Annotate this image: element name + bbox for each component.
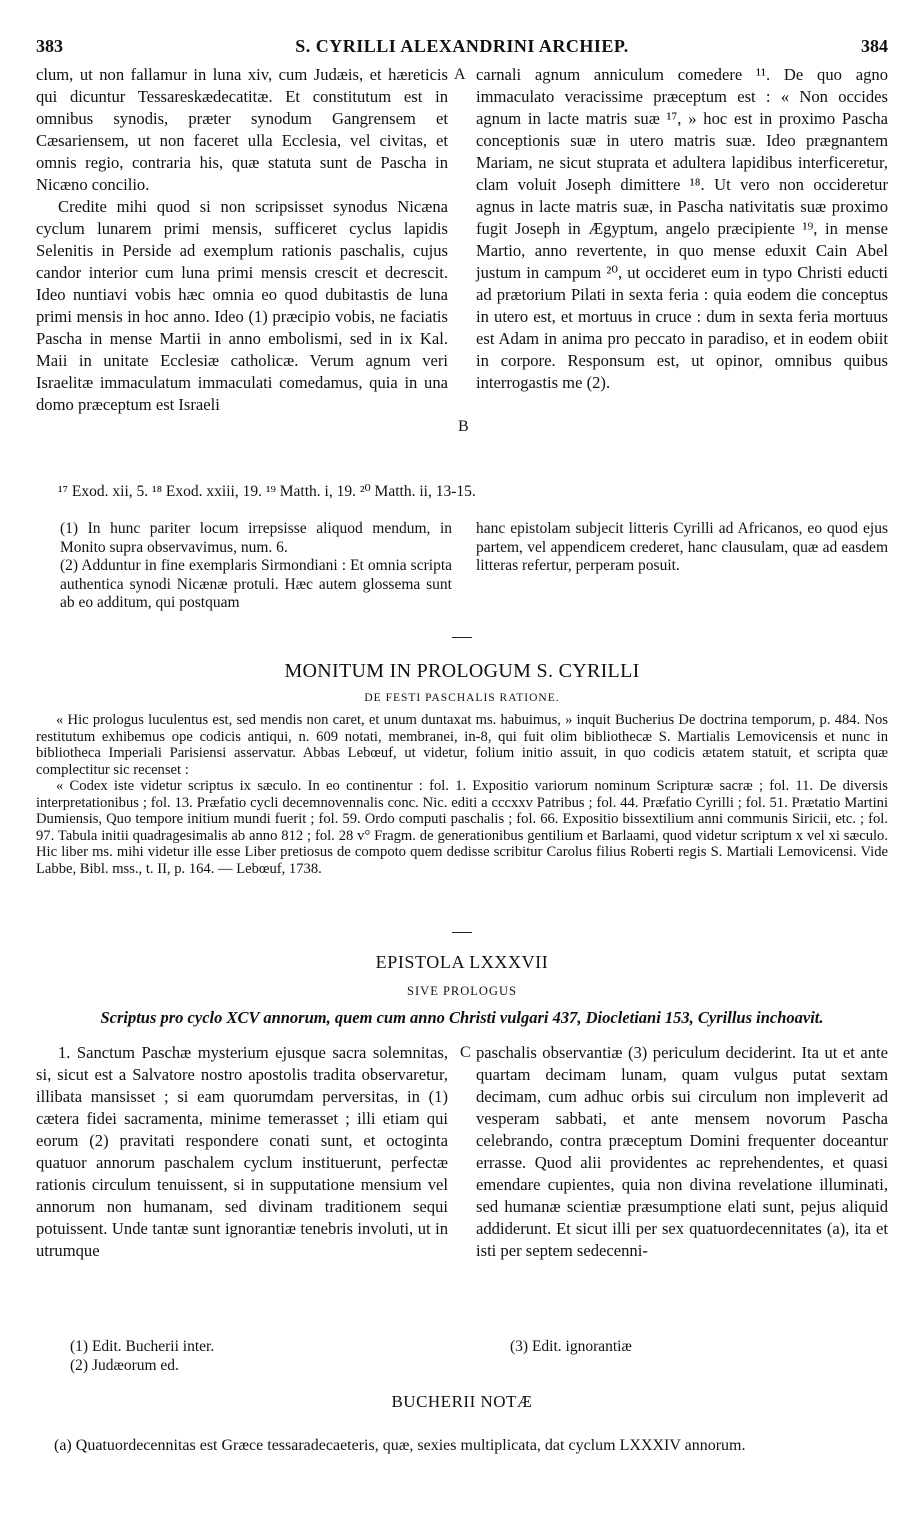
paragraph: 1. Sanctum Paschæ mysterium ejusque sacra solemnitas, si, sicut est a Salvatore nostro apostolis tradita observaretur, illibata mansisset ; si eam quorumdam perversitas, in (1) cætera fidei sacramenta, minime temerasset ; illi etiam qui eorum (2) pravitati respondere conati sunt, et octoginta quatuor annorum paschalem cyclum instituerunt, perfectæ rationis circulum tenuissent, si in supputatione mensium vel annorum non humanam, sed divinam traditionem sequi potuissent. Unde tantæ sunt ignorantiæ tenebris involuti, ut in utrumque: [36, 1043, 448, 1260]
paragraph: clum, ut non fallamur in luna xiv, cum Judæis, et hæreticis qui dicuntur Tessareskædecatitæ. Et constitutum est in omnibus synodis, præter synodum Gangrensem et Cæsariensem, ut non faceret ulla Ecclesia, vel civitas, et omnis regio, contraria his, quæ statuta sunt de Pascha in Nicæno concilio.: [36, 65, 448, 194]
note: (a) Quatuordecennitas est Græce tessaradecaeteris, quæ, sexies multiplicata, dat cyclum LXXXIV annorum.: [54, 1437, 746, 1454]
footnote: hanc epistolam subjecit litteris Cyrilli ad Africanos, eo quod ejus partem, vel appendicem crederet, hanc clausulam, quæ ad easdem litteras refertur, perperam posuit.: [476, 520, 888, 574]
footnote: (1) Edit. Bucherii inter.: [70, 1338, 215, 1355]
footnote: (2) Judæorum ed.: [70, 1356, 179, 1374]
epistola-right-column: [476, 1042, 888, 1262]
footnote: (2) Adduntur in fine exemplaris Sirmondiani : Et omnia scripta authentica synodi Nicænæ protuli. Hæc autem glossema sunt ab eo additum, qui postquam: [60, 557, 452, 611]
footnotes-left: [60, 520, 452, 613]
paragraph: carnali agnum anniculum comedere ¹¹. De quo agno immaculato veracissime præceptum est : « Non occides agnum in lacte matris suæ ¹⁷, » hoc est in proximo Pascha conceptionis suæ in utero matris suæ. Ideo prægnantem Mariam, ne sicut stuprata et adultera lapidibus interficeretur, clam voluit Joseph dimittere ¹⁸. Ut vero non occideretur agnus in lacte matris suæ, in Pascha nativitatis suæ proximo fugit Joseph in Ægyptum, angelo præcipiente ¹⁹, in mense Martio, anno revertente, in quo mense eduxit Cain Abel justum in campum ²⁰, ut occideret eum in typo Christi educti ad prætorium Pilati in sexta feria : quia eodem die conceptus in utero est, et mortuus in cruce : dum in sexta feria mortuus est Adam in anima pro peccato in paradiso, et in eodem obiit in corpore. Responsum est, ut opinor, omnibus quibus interrogastis me (2).: [476, 65, 888, 392]
running-title: S. CYRILLI ALEXANDRINI ARCHIEP.: [295, 36, 629, 56]
paragraph: paschalis observantiæ (3) periculum deciderint. Ita ut et ante quartam decimam lunam, quam vulgus putat sextam decimam, cum adhuc orbis sui circulum non impleverit ad vesperam sabbati, et ante mensem novorum Pascha celebrando, contra præceptum Domini frequenter doceantur errasse. Quod alii providentes ac reprehendentes, et quasi emendare cupientes, quia non divina revelatione illuminati, sed humanæ scientiæ præsumptione elati sunt, pejus aliquid addiderunt. Et sicut illi per sex quatuordecennitates (a), ita et isti per septem sedecenni-: [476, 1043, 888, 1260]
running-header: [36, 36, 888, 58]
bucherii-note: [36, 1436, 888, 1456]
epistola-subtitle: SIVE PROLOGUS: [407, 984, 517, 998]
monitum-title: MONITUM IN PROLOGUM S. CYRILLI: [284, 660, 640, 682]
margin-marker-a: A: [454, 66, 466, 83]
separator-rule: [452, 932, 472, 933]
scripture-references: ¹⁷ Exod. xii, 5. ¹⁸ Exod. xxiii, 19. ¹⁹ Matth. i, 19. ²⁰ Matth. ii, 13-15.: [58, 483, 476, 500]
epistola-left-column: [36, 1042, 448, 1262]
bucherii-title: BUCHERII NOTÆ: [391, 1392, 533, 1411]
footnote: (1) In hunc pariter locum irrepsisse aliquod mendum, in Monito supra observavimus, num. 6.: [60, 520, 452, 556]
epistola-footnotes-left: [70, 1338, 450, 1375]
left-text-column: [36, 64, 448, 416]
left-page-number: 383: [36, 36, 63, 56]
margin-marker-b: B: [458, 418, 469, 435]
margin-marker-c: C: [460, 1044, 471, 1061]
paragraph: Credite mihi quod si non scripsisset synodus Nicæna cyclum lunarem primi mensis, sufficeret cyclus lapidis Selenitis in Perside ad exemplum rationis paschalis, cujus candor interior cum luna primi mensis crescit et decrescit. Ideo nuntiavi vobis hæc omnia eo quod dubitastis de luna primi mensis in hoc anno. Ideo (1) præcipio vobis, ne faciatis Pascha in mense Martii in anno embolismi, sed in ix Kal. Maii in unitate Ecclesiæ catholicæ. Verum agnum veri Israelitæ immaculatum immaculati comedamus, quia in una domo præceptum est Israeli: [36, 197, 448, 414]
paragraph: « Codex iste videtur scriptus ix sæculo. In eo continentur : fol. 1. Expositio variorum nominum Scripturæ sacræ ; fol. 11. De diversis interpretationibus ; fol. 13. Præfatio cycli decemnovennalis conc. Nic. editi a cccxxv Patribus ; fol. 44. Præfatio Cyrilli ; fol. 51. Prætatio Martini Dumiensis, Quo tempore initium mundi fuerit ; fol. 59. Ordo computi paschalis ; fol. 66. Expositio bissextilium anni communis Siricii, etc. ; fol. 97. Tabula initii quadragesimalis ab anno 812 ; fol. 28 v° Fragm. de generationibus gentilium et Barlaami, quod videtur scriptum x vel xi sæculo. Hic liber ms. mihi videtur ille esse Liber pretiosus de compoto quem dedisse scribitur Carolus filius Roberti regis S. Martiali Lemovicensi. Vide Labbe, Bibl. mss., t. II, p. 164. — Lebœuf, 1738.: [36, 778, 888, 877]
paragraph: « Hic prologus luculentus est, sed mendis non caret, et unum duntaxat ms. habuimus, » inquit Bucherius De doctrina temporum, p. 484. Nos restitutum exhibemus ope codicis antiqui, n. 609 notati, membranei, in-8, qui fuit olim bibliothecæ S. Martialis Lemovicensis et nunc in bibliotheca Imperiali Parisiensi asservatur. Abbas Lebœuf, ut videtur, folium initio assuit, in quo codicis ætatem statuit, et scripta quæ complectitur sic recenset :: [36, 712, 888, 778]
epistola-description: Scriptus pro cyclo XCV annorum, quem cum anno Christi vulgari 437, Diocletiani 153, Cyrillus inchoavit.: [100, 1008, 824, 1027]
footnote: (3) Edit. ignorantiæ: [510, 1338, 632, 1355]
footnotes-right: [476, 520, 888, 576]
monitum-text: [36, 712, 888, 877]
epistola-title: EPISTOLA LXXXVII: [375, 952, 549, 972]
monitum-subtitle: DE FESTI PASCHALIS RATIONE.: [364, 692, 560, 704]
right-text-column: [476, 64, 888, 394]
separator-rule: [452, 637, 472, 638]
epistola-footnotes-right: [510, 1338, 888, 1357]
right-page-number: 384: [861, 36, 888, 56]
